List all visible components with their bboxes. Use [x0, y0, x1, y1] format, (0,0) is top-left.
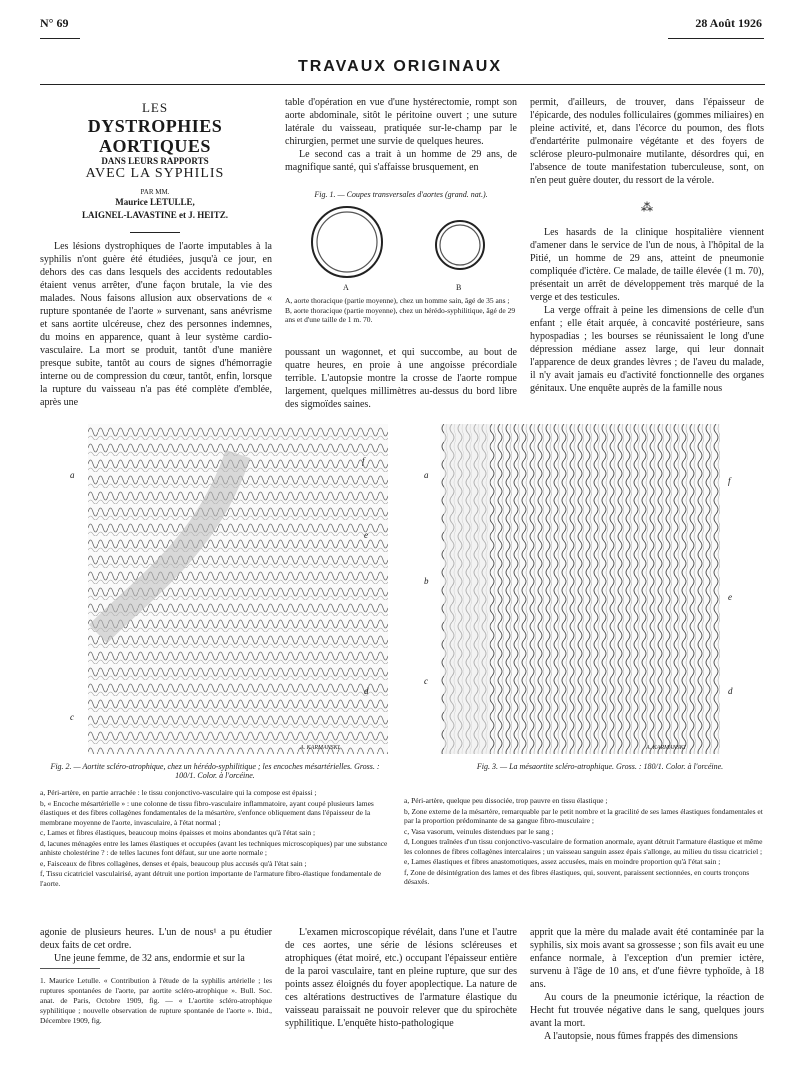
title-les: LES	[141, 100, 169, 115]
fig3-caption: Fig. 3. — La mésaortite scléro-atrophique. Gross. : 180/1. Color. à l'orcéine.	[476, 762, 724, 771]
fig3-label-d: d	[728, 686, 733, 696]
paragraph: Le second cas a trait à un homme de 29 ans, de magnifique santé, qui s'affaisse brusquement, en	[285, 149, 517, 173]
column-1	[40, 240, 272, 409]
fig1-caption: Fig. 1. — Coupes transversales d'aortes (grand. nat.).	[314, 190, 488, 199]
fig1-label-b: B	[456, 283, 462, 292]
fig1-circle-b-inner	[440, 225, 480, 265]
fig3-label-e: e	[728, 592, 732, 602]
author-2: LAIGNEL-LAVASTINE et J. HEITZ.	[82, 210, 228, 220]
column-2-top	[285, 96, 517, 174]
section-stars: ⁂	[641, 200, 653, 214]
paragraph: agonie de plusieurs heures. L'un de nous¹ a pu étudier deux faits de cet ordre.	[40, 927, 272, 951]
fig2-label-d: d	[364, 686, 369, 696]
paragraph: permit, d'ailleurs, de trouver, dans l'épaisseur de l'épicarde, des nodules folliculaires (gommes miliaires) en pleine activité, et, dans l'écorce du poumon, des flots d'endartérite pulmonaire végétante et des foyers de sclérose pleuro-pulmonaire mutilante, désordres qui, en l'absence de toute manifestation tuberculeuse, sont, on n'en peut guère douter, du ressort de la vérole.	[530, 97, 764, 186]
footnote: 1. Maurice Letulle. « Contribution à l'étude de la syphilis artérielle ; les ruptures spontanées de l'aorte, par aortite scléro-atrophique ». Bull. Soc. anat. de Paris, Octobre 1909, fig. — « L'aortite scléro-atrophique syphilitique ; nouvelle observation de rupture spontanée de l'aorte ». Ibid., Décembre 1909, fig.	[40, 976, 272, 1025]
fig3-legend-item: b, Zone externe de la mésartère, remarquable par le petit nombre et la gracilité de ses lames élastiques fondamentales et par la proportion prédominante de sa gangue fibro-musculaire ;	[404, 806, 763, 825]
bottom-column-2	[285, 926, 517, 1030]
author-1: Maurice LETULLE,	[115, 197, 195, 207]
fig3-legend-item: e, Lames élastiques et fibres anastomotiques, assez accusées, mais en moindre proportion qu'à l'état sain ;	[404, 857, 721, 866]
issue-number: N° 69	[40, 16, 69, 30]
paragraph: poussant un wagonnet, et qui succombe, au bout de quatre heures, en proie à une angoisse précordiale terrible. L'autopsie montre la crosse de l'aorte rompue largement, quelques millimètres au-dessus du bord libre des sigmoïdes saines.	[285, 347, 517, 410]
fig1-circle-b-outer	[436, 221, 484, 269]
section-rule	[40, 84, 765, 85]
fig3-micrograph	[440, 424, 720, 754]
fig2-legend-item: a, Péri-artère, en partie arrachée : le tissu conjonctivo-vasculaire qui la compose est épaissi ;	[40, 788, 317, 797]
fig2-caption: Fig. 2. — Aortite scléro-atrophique, chez un hérédo-syphilitique ; les encoches mésartérielles. Gross. : 100/1. Color. à l'orcéine.	[50, 762, 380, 780]
paragraph: apprit que la mère du malade avait été contaminée par la syphilis, six mois avant sa grossesse ; son fils avait eu une enfance normale, à l'exception d'un premier ictère, survenu à l'âge de 10 ans, et d'une fièvre typhoïde, à 18 ans.	[530, 927, 764, 990]
article-title-block	[40, 100, 270, 222]
footnote-rule	[40, 968, 100, 969]
fig3-legend-item: f, Zone de désintégration des lames et des fibres élastiques, qui, souvent, paraissent sectionnées, en courts tronçons désaxés.	[404, 867, 750, 886]
issue-date: 28 Août 1926	[695, 16, 762, 30]
bottom-column-3	[530, 926, 764, 1043]
fig1-legend-a: A, aorte thoracique (partie moyenne), chez un homme sain, âgé de 35 ans ;	[285, 296, 510, 305]
fig3-label-a: a	[424, 470, 429, 480]
fig3-legend-item: d, Longues traînées d'un tissu conjonctivo-vasculaire de formation anormale, ayant détruit l'armature élastique et même les colonnes de fibres collagènes intercalaires ; un vaisseau sanguin assez épais s'allonge, au milieu du tissu cicatriciel ;	[404, 837, 763, 856]
fig1-circle-a-outer	[312, 207, 382, 277]
title-rule	[130, 232, 180, 233]
fig2-signature: A. KARMANSKI	[300, 745, 340, 751]
fig3-label-b: b	[424, 576, 429, 586]
section-title: TRAVAUX ORIGINAUX	[297, 58, 503, 75]
fig1-legend	[285, 296, 517, 325]
fig2-legend-item: f, Tissu cicatriciel vasculairisé, ayant détruit une portion importante de l'armature fibro-élastique fondamentale de l'aorte.	[40, 869, 382, 888]
paragraph: La verge offrait à peine les dimensions de celle d'un enfant ; elle était arquée, à concavité postérieure, sans hypospadias ; les bourses se réunissaient le long d'une dépression médiane assez large, qui leur donnait l'apparence de deux grandes lèvres ; de l'aveu du malade, il n'y avait jamais eu d'activité fonctionnelle des organes génitaux. Une enquête auprès de la famille nous	[530, 305, 764, 394]
column-3-top	[530, 96, 764, 187]
bottom-column-1	[40, 926, 272, 965]
fig2-legend-item: b, « Encoche mésartérielle » : une colonne de tissu fibro-vasculaire inflammatoire, ayant coupé plusieurs lames élastiques et des fibres collagènes fondamentales de la mésartère, s'enfonce obliquement dans l'épaisseur de la membrane moyenne de l'aorte, invasculaire, à l'état normal ;	[40, 798, 374, 827]
paragraph: Les hasards de la clinique hospitalière viennent d'amener dans le service de l'un de nous, à l'hôpital de la Pitié, un homme de 29 ans, atteint de pneumonie compliquée d'ictère. Ce malade, de taille élevée (1 m. 70), présentait un arrêt de développement très marqué de la verge et des testicules.	[530, 227, 764, 303]
article-subtitle-1: DANS LEURS RAPPORTS	[101, 156, 209, 166]
fig1-aorta-sections	[285, 200, 517, 290]
header-rule-left	[40, 38, 80, 39]
fig2-micrograph	[88, 424, 388, 754]
fig3-legend	[404, 796, 764, 888]
fig2-legend-item: e, Faisceaux de fibres collagènes, denses et épais, beaucoup plus accusés qu'à l'état sain ;	[40, 858, 307, 868]
article-title: DYSTROPHIES AORTIQUES	[87, 116, 223, 156]
fig3-label-c: c	[424, 676, 428, 686]
fig2-legend	[40, 788, 390, 889]
fig2-legend-item: c, Lames et fibres élastiques, beaucoup moins épaisses et moins abondantes qu'à l'état sain ;	[40, 828, 316, 837]
fig2-legend-item: d, lacunes ménagées entre les lames élastiques et occupées (avant les techniques microscopiques) par une substance anhiste cholestérine ? : de telles lacunes font défaut, sur une aorte normale ;	[40, 838, 388, 857]
fig3-label-f: f	[728, 476, 731, 486]
paragraph: L'examen microscopique révélait, dans l'une et l'autre de ces aortes, une série de lésions scléreuses et atrophiques (état moiré, etc.) occupant l'épaisseur entière de la paroi vasculaire, tant en pleine rupture, que sur des points assez éloignés du foyer apoplectique. La nature de ces altérations destructives de l'armature élastique du vaisseau paraissait ne pouvoir relever que du spirochète syphilitique. L'enquête histo-pathologique	[285, 927, 517, 1029]
fig3-legend-item: c, Vasa vasorum, veinules distendues par le sang ;	[404, 826, 554, 836]
fig1-legend-b: B, aorte thoracique (partie moyenne), chez un hérédo-syphilitique, âgé de 29 ans et d'une taille de 1 m. 70.	[285, 305, 516, 324]
authors-par: PAR MM.	[140, 188, 170, 196]
header-rule-right	[668, 38, 764, 39]
paragraph: Au cours de la pneumonie ictérique, la réaction de Hecht fut trouvée négative dans le sang, quelques jours avant la mort.	[530, 992, 764, 1029]
article-subtitle-2: AVEC LA SYPHILIS	[85, 166, 225, 181]
column-3-bottom	[530, 226, 764, 395]
paragraph: Les lésions dystrophiques de l'aorte imputables à la syphilis n'ont guère été étudiées, jusqu'à ce jour, en dehors des cas dans lesquels des accidents redoutables étaient venus arrêter, d'une façon brutale, la vie des malades. Nous faisons allusion aux observations de « rupture spontanée de l'aorte » survenant, sans anévrisme et sans aortite ulcéreuse, chez des personnes indemnes, du moins en apparence, quant à leur système cardio-vasculaire. La mort se produit, tantôt d'une manière presque subite, tantôt au cours de signes d'hémorragie interne ou de compression du cœur, tantôt, enfin, lorsque la rupture du vaisseau n'a pas été complète d'emblée, après une	[40, 241, 272, 408]
fig2-label-e: e	[364, 530, 368, 540]
fig3-signature: A. KARMANSKI	[646, 745, 686, 751]
fig2-label-f: f	[362, 456, 365, 466]
paragraph: A l'autopsie, nous fûmes frappés des dimensions	[544, 1031, 738, 1042]
fig1-circle-a-inner	[317, 212, 377, 272]
fig2-label-c: c	[70, 712, 74, 722]
paragraph: table d'opération en vue d'une hystérectomie, rompt son aorte abdominale, sitôt le péritoine ouvert ; une suture latérale du vaisseau, pratiquée sur-le-champ par le chirurgien, permet une survie de quelques heures.	[285, 97, 517, 147]
fig2-label-a: a	[70, 470, 75, 480]
fig3-legend-item: a, Péri-artère, quelque peu dissociée, trop pauvre en tissu élastique ;	[404, 796, 608, 805]
fig1-label-a: A	[343, 283, 349, 292]
paragraph: Une jeune femme, de 32 ans, endormie et sur la	[54, 953, 245, 964]
column-2-bottom	[285, 346, 517, 411]
